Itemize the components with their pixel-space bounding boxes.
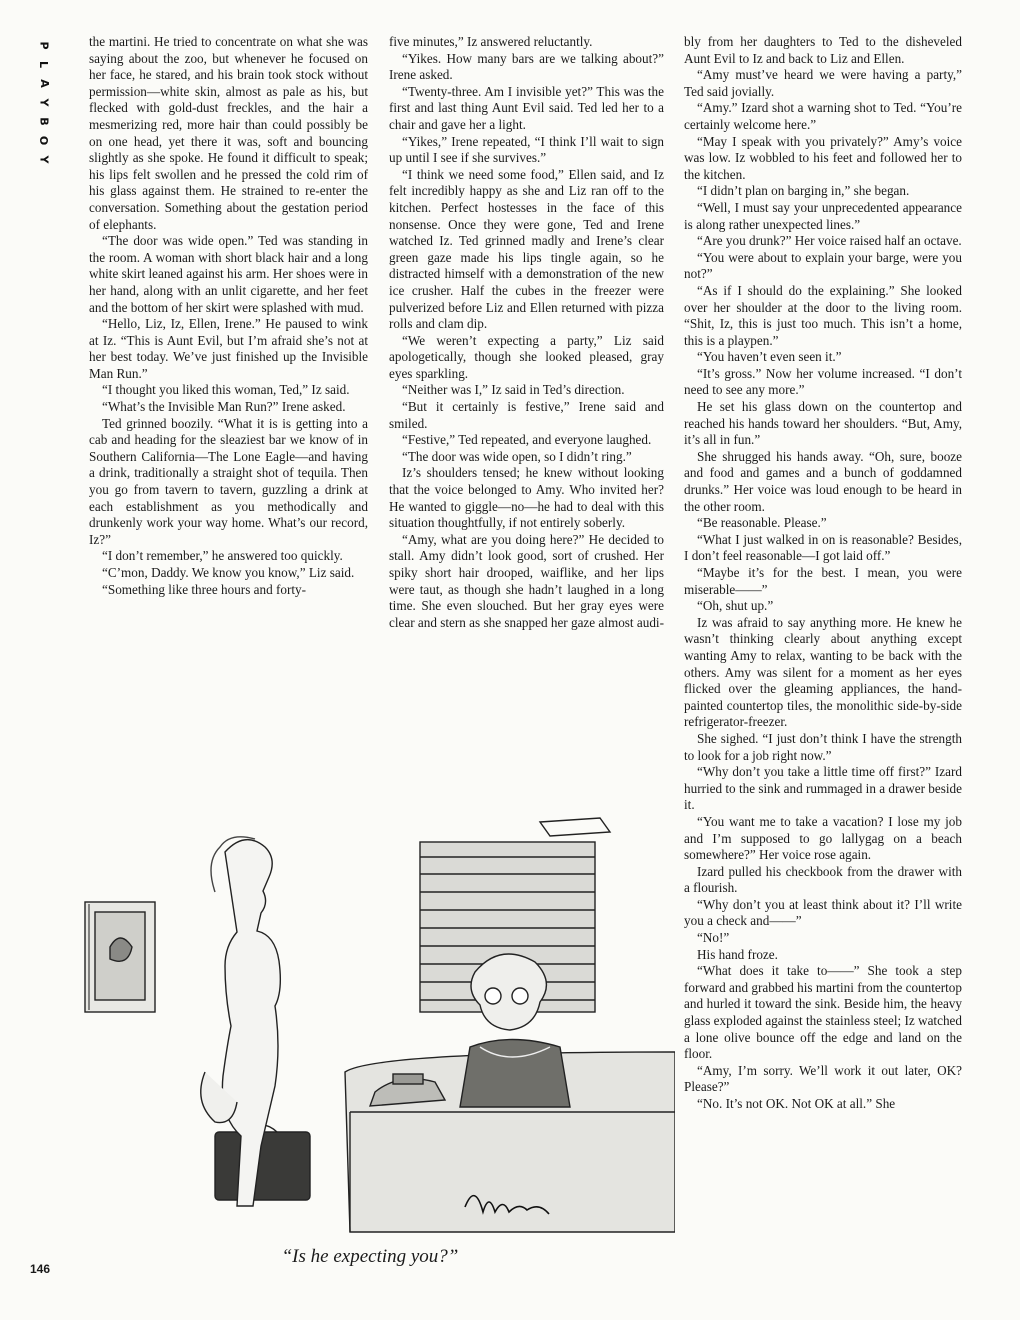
ceiling-light (540, 818, 610, 836)
paragraph: “What I just walked in on is reasonable? Besides, I don’t feel reasonable—I got laid off.” (684, 531, 962, 564)
paragraph: Ted grinned boozily. “What it is is getting into a cab and heading for the sleaziest bar we know of in Southern California—The Lone Eagle—and having a drink, traditionally a straight shot of tequila. Then you go from tavern to tavern, guzzling a drink at each establishment as you methodically and drunkenly work your way home. What’s our record, Iz?” (89, 415, 368, 547)
paragraph: “I thought you liked this woman, Ted,” Iz said. (102, 382, 350, 398)
paragraph: She sighed. “I just don’t think I have the strength to look for a job right now.” (684, 730, 962, 763)
paragraph: “The door was wide open.” Ted was standing in the room. A woman with short black hair and a long white skirt leaned against his arm. Her shoes were in her hand, along with an unlit cigarette, and her feet and the bottom of her skirt were splashed with mud. (89, 233, 368, 315)
wall-picture (85, 902, 155, 1012)
paragraph: “I didn’t plan on barging in,” she began. (697, 183, 910, 199)
brand-letter: L (37, 60, 51, 69)
magazine-brand-vertical (30, 36, 58, 169)
paragraph: “Yikes,” Irene repeated, “I think I’ll wait to sign up until I see if she survives.” (389, 133, 664, 166)
paragraph: “Well, I must say your unprecedented appearance is along rather unexpected lines.” (684, 199, 962, 232)
paragraph: “Be reasonable. Please.” (697, 515, 827, 531)
paragraph: “Twenty-three. Am I invisible yet?” This was the first and last thing Aunt Evil said. Ted led her to a chair and gave her a light. (389, 83, 664, 132)
brand-letter: A (37, 79, 51, 88)
paragraph: “Oh, shut up.” (697, 598, 774, 614)
paragraph: His hand froze. (697, 946, 778, 962)
paragraph: “Hello, Liz, Iz, Ellen, Irene.” He paused to wink at Iz. “This is Aunt Evil, but I’m afraid she’s not at her best today. We’ve just finished up the Invisible Man Run.” (89, 316, 368, 381)
paragraph: Iz’s shoulders tensed; he knew without looking that the voice belonged to Amy. Who invited her? He wanted to giggle—no—he had to deal with this situation thoughtfully, if not entirely soberly. (389, 465, 664, 531)
brand-letter: P (37, 41, 51, 50)
paragraph: “May I speak with you privately?” Amy’s voice was low. Iz wobbled to his feet and followed her to the kitchen. (684, 133, 962, 182)
paragraph: “Amy, I’m sorry. We’ll work it out later, OK? Please?” (684, 1062, 962, 1095)
paragraph: “As if I should do the explaining.” She looked over her shoulder at the door to the living room. “Shit, Iz, this is just too much. This isn’t a home, this is a playpen.” (684, 282, 962, 348)
brand-letter: O (37, 135, 51, 146)
paragraph: “Yikes. How many bars are we talking about?” Irene asked. (389, 50, 664, 83)
paragraph: She shrugged his hands away. “Oh, sure, booze and food and games and a bunch of goddamned drunks.” Her voice was loud enough to be heard in the other room. (684, 448, 962, 514)
paragraph: five minutes,” Iz answered reluctantly. (389, 34, 593, 49)
brand-letter: Y (37, 98, 51, 107)
paragraph: “Maybe it’s for the best. I mean, you were miserable——” (684, 565, 962, 597)
paragraph: “Something like three hours and forty- (102, 581, 306, 597)
paragraph: “What’s the Invisible Man Run?” Irene asked. (102, 399, 346, 415)
paragraph: “Amy.” Izard shot a warning shot to Ted. “You’re certainly welcome here.” (684, 100, 962, 132)
paragraph: the martini. He tried to concentrate on what she was saying about the zoo, but whenever he focused on her face, he stared, and his brain took stock without permission—white skin, almost as pale as his, but flecked with gold-dust freckles, and the hair a mesmerizing red, more hair than could possibly be on one head, yet there it was, soft and bouncing slightly as she spoke. He found it difficult to speak; his lips felt swollen and he pressed the cold rim of his glass against them. He strained to re-enter the conversation. Something about the gestation period of elephants. (89, 34, 368, 232)
paragraph: “You haven’t even seen it.” (697, 349, 842, 365)
page-number: 146 (30, 1262, 51, 1276)
brand-letter: B (37, 117, 51, 126)
paragraph: “I don’t remember,” he answered too quickly. (102, 548, 343, 564)
paragraph: bly from her daughters to Ted to the disheveled Aunt Evil to Iz and back to Liz and Ellen. (684, 34, 962, 66)
paragraph: “It’s gross.” Now her volume increased. “I don’t need to see any more.” (684, 365, 962, 398)
paragraph: “C’mon, Daddy. We know you know,” Liz said. (102, 565, 355, 580)
text-column-3 (684, 34, 962, 1113)
paragraph: “Neither was I,” Iz said in Ted’s direction. (402, 382, 625, 398)
paragraph: “No!” (697, 930, 730, 946)
paragraph: “Why don’t you take a little time off first?” Izard hurried to the sink and rummaged in a drawer beside it. (684, 764, 962, 813)
paragraph: “We weren’t expecting a party,” Liz said apologetically, though she looked pleased, gray eyes sparkling. (389, 332, 664, 381)
paragraph: He set his glass down on the countertop and reached his hands toward her shoulders. “But, Amy, it’s all in fun.” (684, 399, 962, 448)
text-column-1 (89, 34, 368, 598)
cartoon-illustration (75, 812, 675, 1242)
paragraph: “What does it take to——” She took a step forward and grabbed his martini from the countertop and hurled it toward the sink. Beside him, the heavy glass exploded against the stainless steel; Iz watched a lone olive bounce off the edge and land on the floor. (684, 963, 962, 1062)
paragraph: “Festive,” Ted repeated, and everyone laughed. (402, 432, 652, 448)
paragraph: Iz was afraid to say anything more. He knew he wasn’t thinking clearly about anything except wanting Amy to relax, wanting to be back with the others. Amy was silent for a moment as her eyes flicked over the gleaming appliances, the hand-painted countertop tiles, the monolithic side-by-side refrigerator-freezer. (684, 614, 962, 730)
cartoon-caption: “Is he expecting you?” (281, 1246, 459, 1267)
brand-letter: Y (37, 155, 51, 164)
paragraph: “You were about to explain your barge, were you not?” (684, 249, 962, 282)
paragraph: “I think we need some food,” Ellen said, and Iz felt incredibly happy as she and Liz ran off to the kitchen. Perfect hostesses in the face of this nonsense. Once they were gone, Ted and Irene watched Iz. Ted grinned madly and Irene’s clear green gaze made his lips tingle again, so he distracted himself with a demonstration of the new ice crusher. Half the cubes in the freezer were pulverized before Liz and Ellen returned with pizza rolls and clam dip. (389, 166, 664, 332)
paragraph: “No. It’s not OK. Not OK at all.” She (697, 1096, 896, 1111)
paragraph: “The door was wide open, so I didn’t ring.” (402, 448, 632, 464)
text-column-2 (389, 34, 664, 631)
paragraph: Izard pulled his checkbook from the drawer with a flourish. (684, 863, 962, 896)
paragraph: “Amy must’ve heard we were having a party,” Ted said jovially. (684, 67, 962, 99)
paragraph: “But it certainly is festive,” Irene said and smiled. (389, 399, 664, 431)
paragraph: “Are you drunk?” Her voice raised half an octave. (697, 233, 962, 249)
paragraph: “Amy, what are you doing here?” He decided to stall. Amy didn’t look good, sort of crushed. Her spiky short hair drooped, waiflike, and her lips were taut, as though she hadn’t laughed in a long time. She even slouched. But her gray eyes were clear and stern as she snapped her gaze almost audi- (389, 531, 664, 630)
paragraph: “You want me to take a vacation? I lose my job and I’m supposed to go lallygag on a beach somewhere?” Her voice rose again. (684, 813, 962, 863)
paragraph: “Why don’t you at least think about it? I’ll write you a check and——” (684, 896, 962, 929)
